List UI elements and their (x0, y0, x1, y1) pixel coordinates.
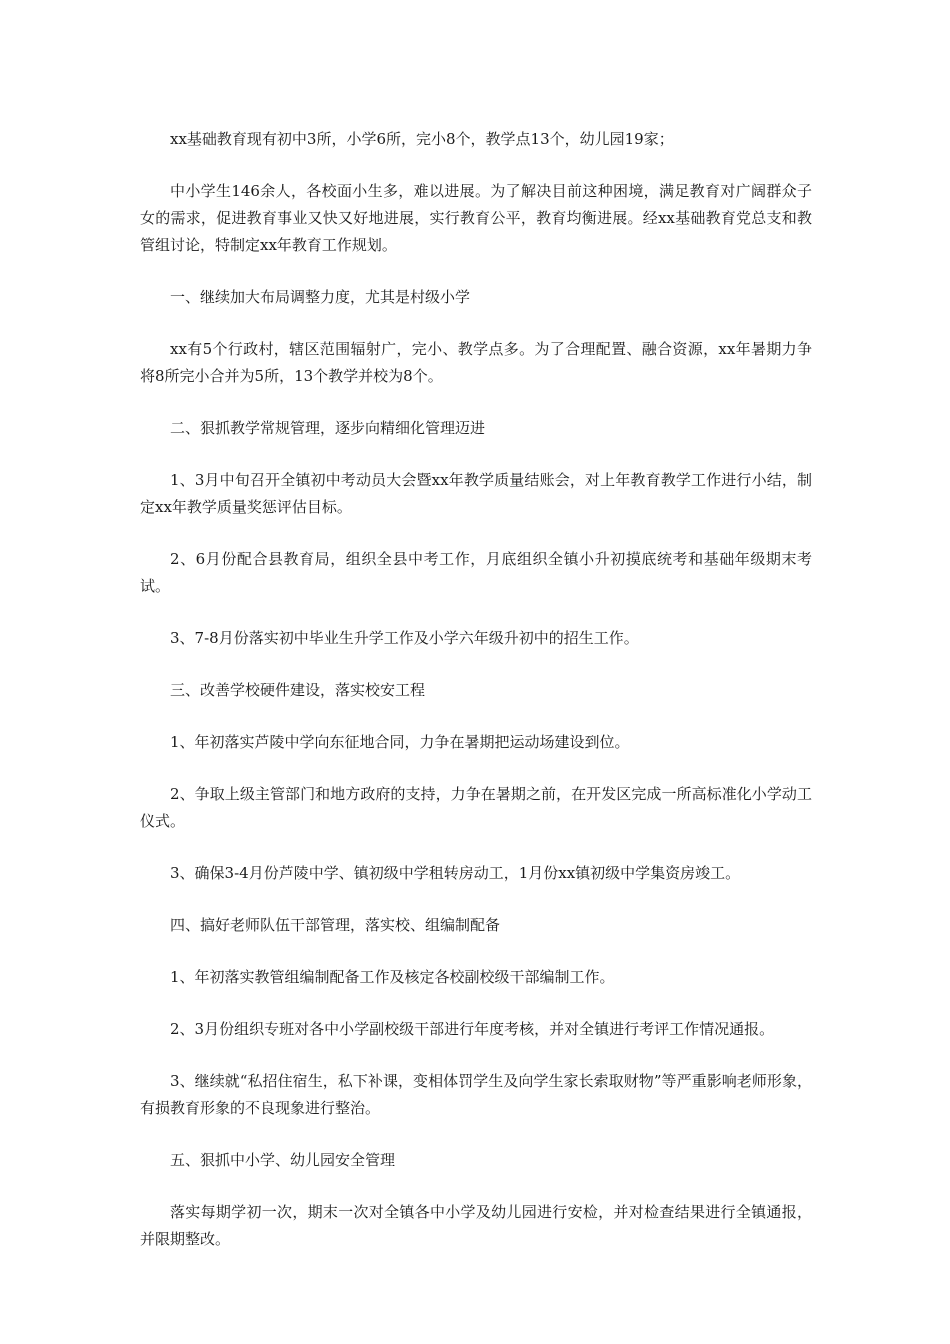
section-heading-1: 一、继续加大布局调整力度，尤其是村级小学 (170, 288, 471, 306)
document-body (140, 126, 812, 1278)
paragraph-school-counts: xx基础教育现有初中3所，小学6所，完小8个，教学点13个，幼儿园19家； (170, 130, 674, 148)
paragraph-section-1: xx有5个行政村，辖区范围辐射广，完小、教学点多。为了合理配置、融合资源，xx年暑期力争将8所完小合并为5所，13个教学并校为8个。 (140, 340, 812, 385)
section-heading-4: 四、搞好老师队伍干部管理，落实校、组编制配备 (170, 916, 501, 934)
list-item-2-1: 1、3月中旬召开全镇初中考动员大会暨xx年教学质量结账会，对上年教育教学工作进行小结，制定xx年教学质量奖惩评估目标。 (140, 471, 812, 516)
paragraph-section-5: 落实每期学初一次，期末一次对全镇各中小学及幼儿园进行安检，并对检查结果进行全镇通报，并限期整改。 (140, 1203, 812, 1248)
list-item-3-3: 3、确保3-4月份芦陵中学、镇初级中学租转房动工，1月份xx镇初级中学集资房竣工。 (170, 864, 741, 882)
paragraph-intro: 中小学生146余人，各校面小生多，难以进展。为了解决目前这种困境，满足教育对广阔群众子女的需求，促进教育事业又快又好地进展，实行教育公平，教育均衡进展。经xx基础教育党总支和教管组讨论，特制定xx年教育工作规划。 (140, 182, 812, 254)
list-item-4-2: 2、3月份组织专班对各中小学副校级干部进行年度考核，并对全镇进行考评工作情况通报。 (170, 1020, 775, 1038)
list-item-4-3: 3、继续就“私招住宿生，私下补课，变相体罚学生及向学生家长索取财物”等严重影响老师形象，有损教育形象的不良现象进行整治。 (140, 1072, 812, 1117)
section-heading-5: 五、狠抓中小学、幼儿园安全管理 (170, 1151, 396, 1169)
list-item-2-2: 2、6月份配合县教育局，组织全县中考工作，月底组织全镇小升初摸底统考和基础年级期末考试。 (140, 550, 812, 595)
list-item-3-2: 2、争取上级主管部门和地方政府的支持，力争在暑期之前，在开发区完成一所高标准化小学动工仪式。 (140, 785, 812, 830)
list-item-3-1: 1、年初落实芦陵中学向东征地合同，力争在暑期把运动场建设到位。 (170, 733, 630, 751)
list-item-2-3: 3、7-8月份落实初中毕业生升学工作及小学六年级升初中的招生工作。 (170, 629, 639, 647)
list-item-4-1: 1、年初落实教管组编制配备工作及核定各校副校级干部编制工作。 (170, 968, 615, 986)
section-heading-3: 三、改善学校硬件建设，落实校安工程 (170, 681, 426, 699)
section-heading-2: 二、狠抓教学常规管理，逐步向精细化管理迈进 (170, 419, 486, 437)
